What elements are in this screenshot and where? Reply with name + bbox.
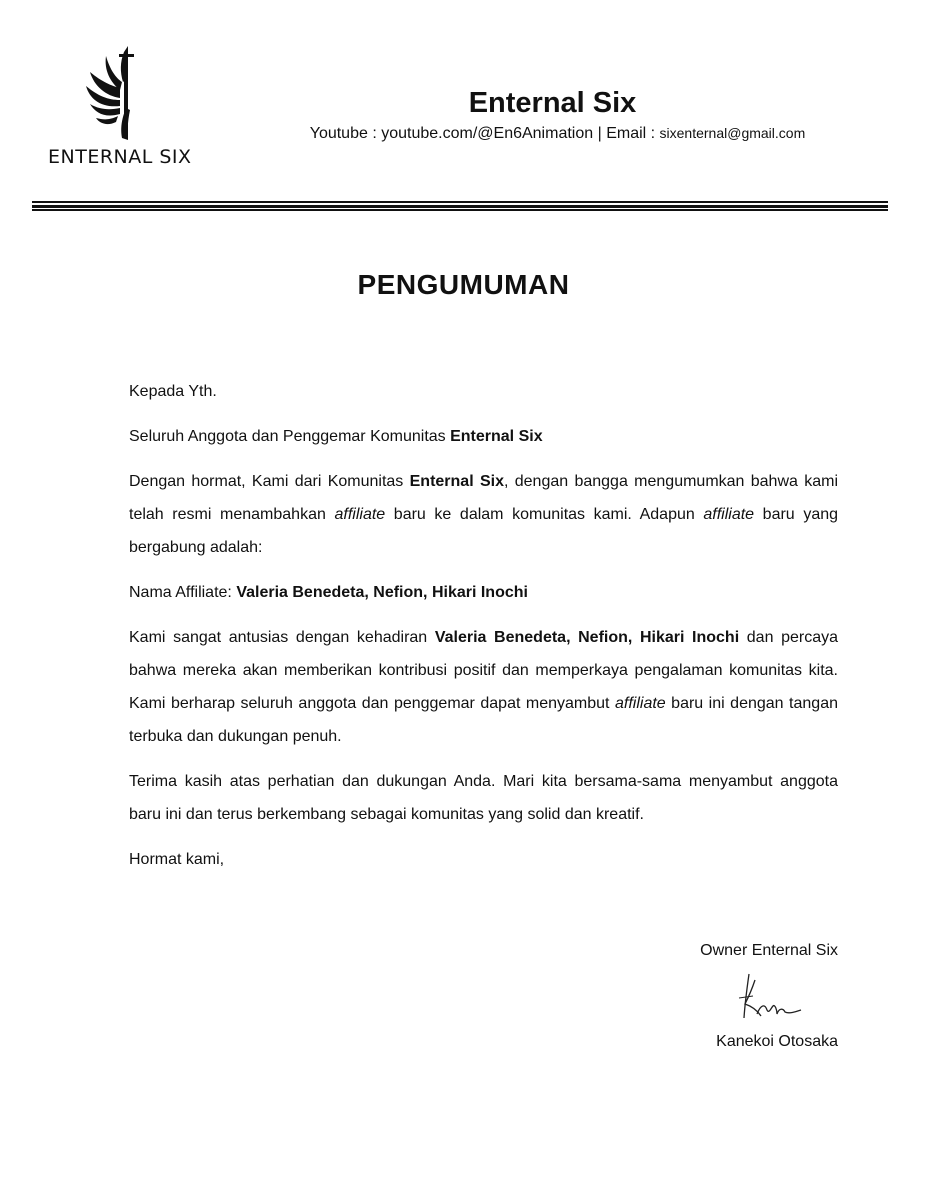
document-title: PENGUMUMAN — [357, 269, 570, 300]
logo-text: ENTERNAL SIX — [48, 146, 192, 168]
email-link[interactable]: sixenternal@gmail.com — [659, 125, 806, 141]
signer-name: Kanekoi Otosaka — [716, 1033, 838, 1050]
thanks-paragraph: Terima kasih atas perhatian dan dukungan Anda. Mari kita bersama-sama menyambut anggota baru ini dan terus berkembang sebagai komunitas yang solid dan kreatif. — [129, 773, 838, 823]
header-divider-bottom — [32, 209, 888, 211]
opening-paragraph: Dengan hormat, Kami dari Komunitas Enternal Six, dengan bangga mengumumkan bahwa kami telah resmi menambahkan affiliate baru ke dalam komunitas kami. Adapun affiliate baru yang bergabung adalah: — [129, 473, 839, 556]
youtube-link[interactable]: youtube.com/@En6Animation — [381, 125, 594, 142]
email-label: Email : — [606, 125, 660, 142]
affiliate-names-line: Nama Affiliate: Valeria Benedeta, Nefion, Hikari Inochi — [129, 584, 528, 601]
organization-name: Enternal Six — [468, 87, 637, 119]
recipient-line: Seluruh Anggota dan Penggemar Komunitas Enternal Six — [129, 428, 543, 445]
community-name: Enternal Six — [409, 473, 504, 490]
affiliate-term: affiliate — [614, 695, 666, 712]
header-divider-top — [32, 201, 888, 203]
contact-line — [250, 122, 865, 145]
affiliate-term: affiliate — [703, 506, 755, 523]
contact-separator: | — [593, 125, 607, 142]
affiliate-names: Valeria Benedeta, Nefion, Hikari Inochi — [236, 584, 528, 601]
welcome-paragraph: Kami sangat antusias dengan kehadiran Valeria Benedeta, Nefion, Hikari Inochi dan percaya bahwa mereka akan memberikan kontribusi positif dan memperkaya pengalaman komunitas kita. Kami berharap seluruh anggota dan penggemar dapat menyambut affiliate baru ini dengan tangan terbuka dan dukungan penuh. — [129, 629, 838, 745]
youtube-label: Youtube : — [309, 125, 382, 142]
affiliate-names: Valeria Benedeta, Nefion, Hikari Inochi — [434, 629, 740, 646]
enternal-six-logo — [40, 38, 210, 173]
letter-body — [129, 375, 838, 888]
signer-role: Owner Enternal Six — [700, 942, 838, 959]
handwritten-signature — [735, 970, 805, 1026]
community-name: Enternal Six — [450, 428, 543, 445]
signature-mark-icon — [735, 970, 805, 1026]
closing-line: Hormat kami, — [129, 851, 225, 868]
header-divider-middle — [32, 205, 888, 208]
affiliate-term: affiliate — [334, 506, 386, 523]
salutation: Kepada Yth. — [129, 383, 217, 400]
logo-emblem-icon — [40, 38, 210, 173]
